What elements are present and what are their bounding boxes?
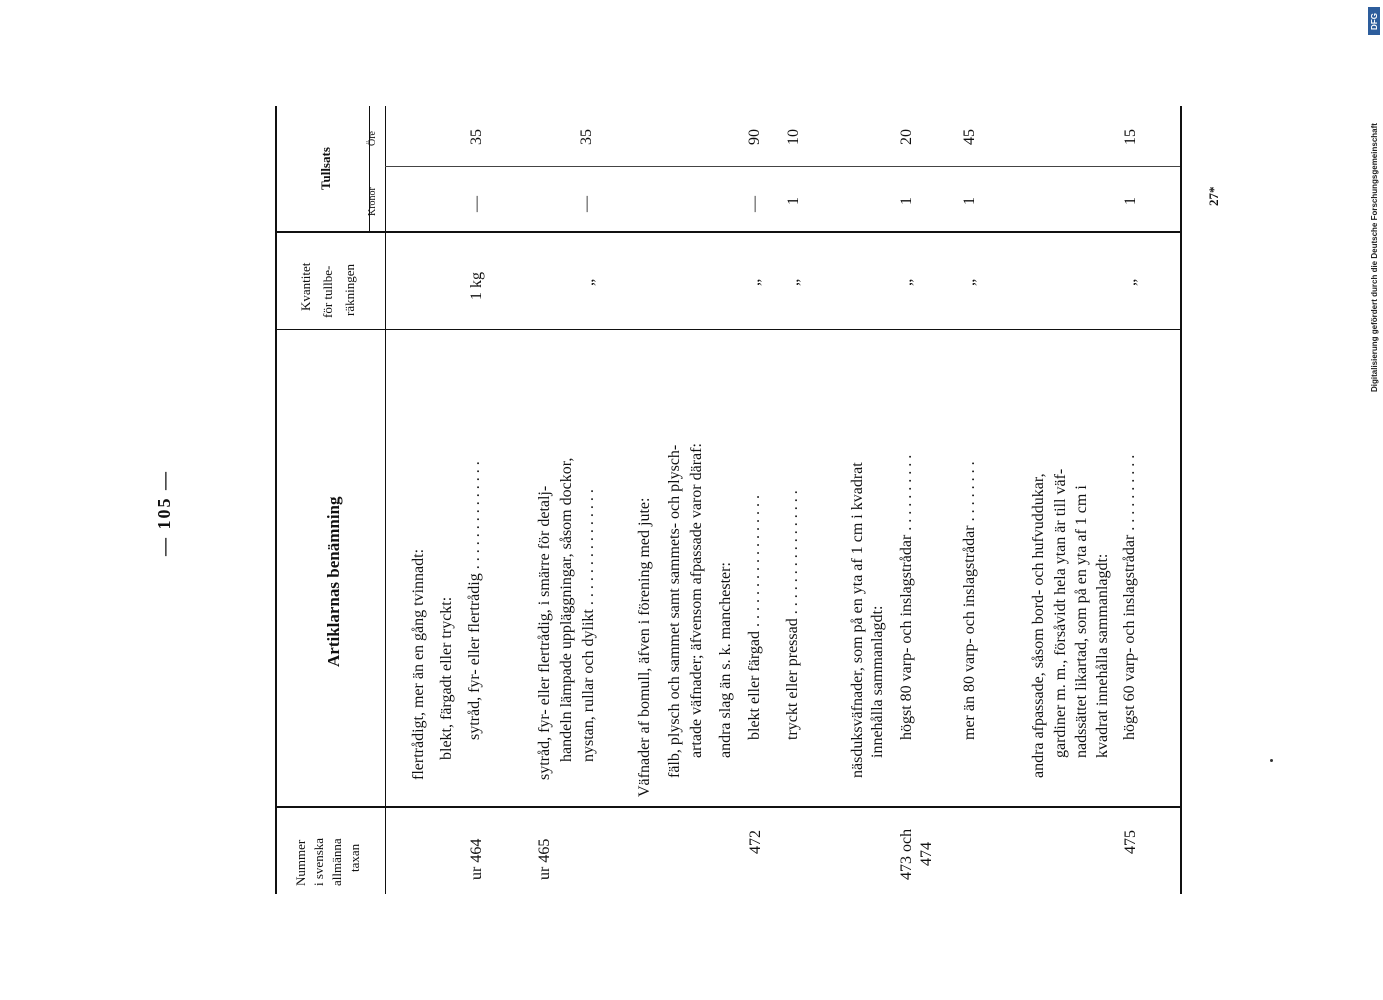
article-line: andra afpassade, såsom bord- och hufvuddukar,: [1030, 473, 1047, 778]
tariff-number: 475: [1122, 830, 1139, 854]
tariff-number: 473 och: [898, 828, 915, 880]
header-quantity-3: räkningen: [342, 264, 357, 316]
article-line: näsduksväfnader, som på en yta af 1 cm i kvadrat: [849, 462, 866, 778]
tariff-number: 472: [747, 830, 764, 854]
article-line: artade väfnader; äfvensom afpassade varor däraf:: [688, 443, 705, 758]
kronor-value: —: [468, 196, 485, 212]
header-body-rule: [385, 106, 386, 894]
ore-value: 45: [961, 129, 978, 145]
header-quantity-2: för tullbe-: [320, 265, 335, 318]
article-line: fälb, plysch och sammet samt sammets- och plysch-: [666, 444, 683, 778]
header-quantity-1: Kvantitet: [298, 262, 313, 311]
quantity-value: „: [898, 278, 915, 286]
ore-value: 15: [1122, 129, 1139, 145]
article-line: högst 80 varp- och inslagstrådar . . . . . . . . . .: [898, 454, 915, 740]
ore-value: 20: [898, 129, 915, 145]
kronor-value: —: [746, 196, 763, 212]
article-line: innehålla sammanlagdt:: [869, 605, 886, 758]
header-number-2: i svenska: [311, 837, 326, 886]
col-rule-kronor-ore: [385, 166, 1180, 167]
tariff-number: ur 465: [536, 838, 553, 880]
article-line: blekt eller färgad . . . . . . . . . . . . . . . . .: [746, 495, 763, 740]
digitization-note: Digitalisierung gefördert durch die Deutsche Forschungsgemeinschaft: [1370, 123, 1379, 392]
article-line: mer än 80 varp- och inslagstrådar . . . . . . . .: [961, 461, 978, 740]
ore-value: 10: [785, 129, 802, 145]
kronor-value: 1: [961, 197, 978, 205]
article-line: Väfnader af bomull, äfven i förening med jute:: [636, 497, 653, 797]
header-article: Artiklarnas benämning: [324, 496, 343, 667]
header-number-4: taxan: [347, 843, 362, 872]
quantity-value: 1 kg: [468, 272, 485, 300]
tariff-number: 474: [918, 842, 935, 866]
article-line: sytråd, fyr- eller flertrådig, i smärre för detalj-: [536, 485, 553, 780]
article-line: sytråd, fyr- eller flertrådig . . . . . . . . . . . . . .: [466, 461, 483, 740]
header-kronor: Kronor: [367, 187, 378, 216]
header-number-1: Nummer: [293, 839, 308, 886]
header-number-3: allmänna: [329, 838, 344, 886]
col-rule-article-number: [277, 806, 1180, 808]
header-ore: Öre: [367, 131, 378, 146]
article-line: flertrådigt, mer än en gång tvinnadt:: [410, 548, 427, 780]
quantity-value: „: [746, 278, 763, 286]
article-line: nadssättet likartad, som på en yta af 1 cm i: [1073, 485, 1090, 758]
col-rule-rate-quantity: [277, 231, 1180, 233]
article-line: andra slag än s. k. manchester:: [717, 562, 734, 758]
quantity-value: „: [785, 278, 802, 286]
page-number: — 105 —: [154, 470, 174, 556]
ore-value: 35: [468, 129, 485, 145]
article-line: handeln lämpade uppläggningar, såsom dockor,: [558, 457, 575, 762]
table-top-rule: [275, 106, 277, 894]
ore-value: 90: [746, 129, 763, 145]
table-bottom-rule: [1180, 106, 1182, 894]
article-line: blekt, färgadt eller tryckt:: [438, 596, 455, 760]
article-line: tryckt eller pressad . . . . . . . . . . . . . . . .: [784, 490, 801, 740]
ore-value: 35: [578, 129, 595, 145]
quantity-value: „: [1122, 278, 1139, 286]
article-line: kvadrat innehålla sammanlagdt:: [1094, 553, 1111, 758]
quantity-value: „: [580, 278, 597, 286]
kronor-value: —: [578, 196, 595, 212]
kronor-value: 1: [1122, 197, 1139, 205]
quantity-value: „: [961, 278, 978, 286]
header-rate: Tullsats: [318, 147, 333, 190]
signature-mark: 27*: [1206, 186, 1221, 206]
dfg-logo: DFG: [1368, 7, 1380, 35]
article-line: gardiner m. m., försåvidt hela ytan är till väf-: [1052, 468, 1069, 758]
print-speck: [1270, 759, 1273, 762]
kronor-value: 1: [785, 197, 802, 205]
tariff-number: ur 464: [468, 838, 485, 880]
article-line: nystan, rullar och dylikt . . . . . . . . . . . . . . .: [580, 489, 597, 762]
col-rule-quantity-article: [277, 329, 1180, 330]
article-line: högst 60 varp- och inslagstrådar . . . . . . . . . .: [1121, 454, 1138, 740]
kronor-value: 1: [898, 197, 915, 205]
